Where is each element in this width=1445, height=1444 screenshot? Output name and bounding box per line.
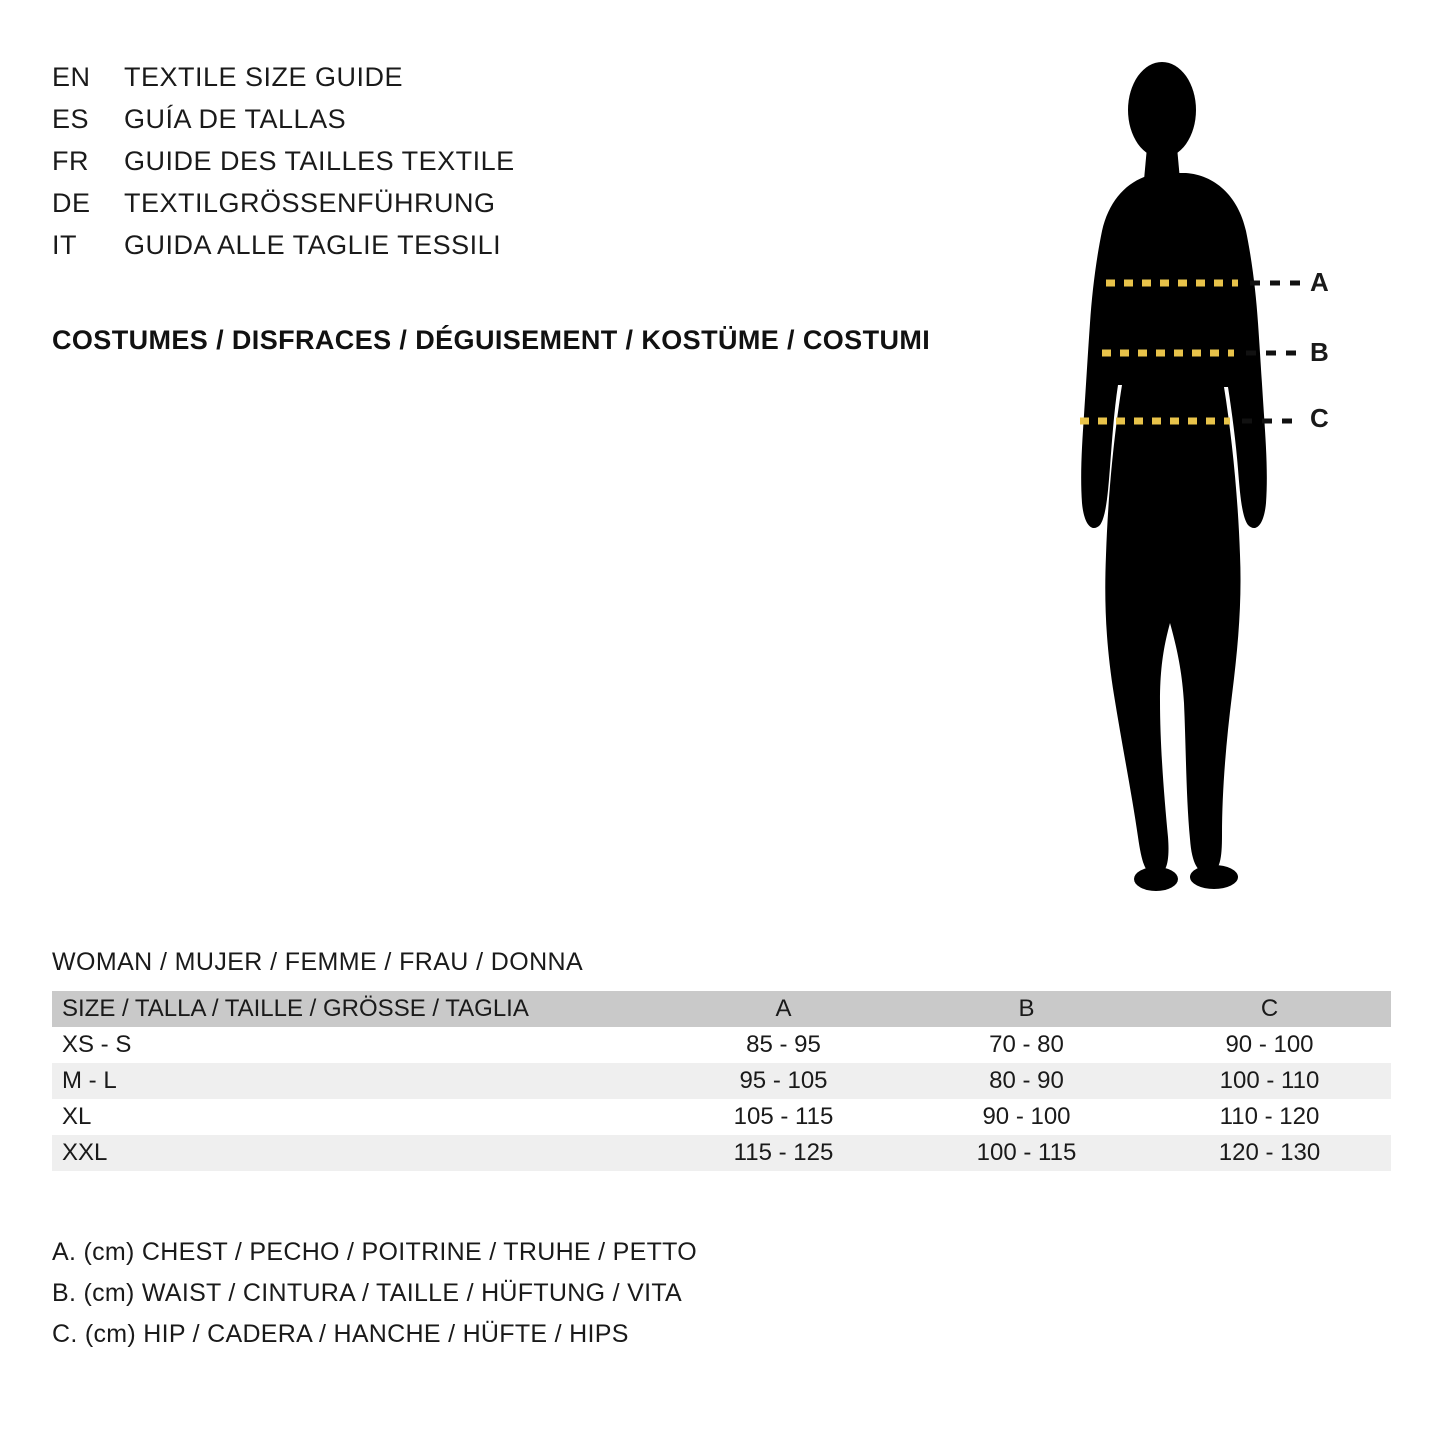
cell-b: 100 - 115 <box>976 1139 1077 1166</box>
table-row <box>52 1135 1391 1171</box>
table-row <box>52 1099 1391 1135</box>
cell-a: 95 - 105 <box>739 1067 828 1094</box>
cell-size: XXL <box>62 1139 108 1166</box>
cell-a: 105 - 115 <box>733 1103 834 1130</box>
language-row <box>52 230 1012 272</box>
table-header-row <box>52 991 1391 1027</box>
legend-item-a: A. (cm) CHEST / PECHO / POITRINE / TRUHE / PETTO <box>52 1238 698 1266</box>
language-code: DE <box>52 188 91 218</box>
table-row <box>52 1027 1391 1063</box>
language-text: TEXTILGRÖSSENFÜHRUNG <box>124 188 496 218</box>
cell-c: 120 - 130 <box>1218 1139 1321 1166</box>
marker-label-c: C <box>1310 403 1329 433</box>
language-code: IT <box>52 230 77 260</box>
measurement-legend <box>52 1238 697 1361</box>
cell-c: 100 - 110 <box>1219 1067 1320 1094</box>
legend-item-c: C. (cm) HIP / CADERA / HANCHE / HÜFTE / HIPS <box>52 1320 629 1348</box>
column-header-size: SIZE / TALLA / TAILLE / GRÖSSE / TAGLIA <box>62 995 529 1022</box>
language-list <box>52 62 1012 272</box>
language-row <box>52 104 1012 146</box>
column-header-c: C <box>1260 995 1279 1022</box>
language-text: GUIDA ALLE TAGLIE TESSILI <box>124 230 502 260</box>
marker-label-a: A <box>1310 267 1329 297</box>
cell-b: 80 - 90 <box>989 1067 1064 1094</box>
language-code: ES <box>52 104 90 134</box>
cell-size: XL <box>62 1103 92 1130</box>
cell-c: 90 - 100 <box>1225 1031 1314 1058</box>
language-row <box>52 146 1012 188</box>
table-row <box>52 1063 1391 1099</box>
figure-area <box>1010 55 1390 895</box>
language-text: GUIDE DES TAILLES TEXTILE <box>124 146 515 176</box>
cell-size: M - L <box>62 1067 117 1094</box>
category-heading: COSTUMES / DISFRACES / DÉGUISEMENT / KOSTÜME / COSTUMI <box>52 325 931 355</box>
cell-b: 90 - 100 <box>982 1103 1071 1130</box>
cell-c: 110 - 120 <box>1219 1103 1320 1130</box>
size-table-section <box>52 948 1382 1171</box>
woman-silhouette-icon <box>1010 55 1390 895</box>
column-header-a: A <box>775 995 792 1022</box>
language-text: GUÍA DE TALLAS <box>124 104 347 134</box>
column-header-b: B <box>1018 995 1035 1022</box>
language-row <box>52 62 1012 104</box>
cell-a: 85 - 95 <box>746 1031 821 1058</box>
cell-b: 70 - 80 <box>989 1031 1064 1058</box>
language-code: FR <box>52 146 89 176</box>
language-row <box>52 188 1012 230</box>
table-title: WOMAN / MUJER / FEMME / FRAU / DONNA <box>52 948 584 976</box>
size-table <box>52 991 1391 1171</box>
cell-a: 115 - 125 <box>733 1139 834 1166</box>
language-code: EN <box>52 62 91 92</box>
legend-item-b: B. (cm) WAIST / CINTURA / TAILLE / HÜFTUNG / VITA <box>52 1279 683 1307</box>
cell-size: XS - S <box>62 1031 132 1058</box>
language-text: TEXTILE SIZE GUIDE <box>124 62 404 92</box>
marker-label-b: B <box>1310 337 1329 367</box>
